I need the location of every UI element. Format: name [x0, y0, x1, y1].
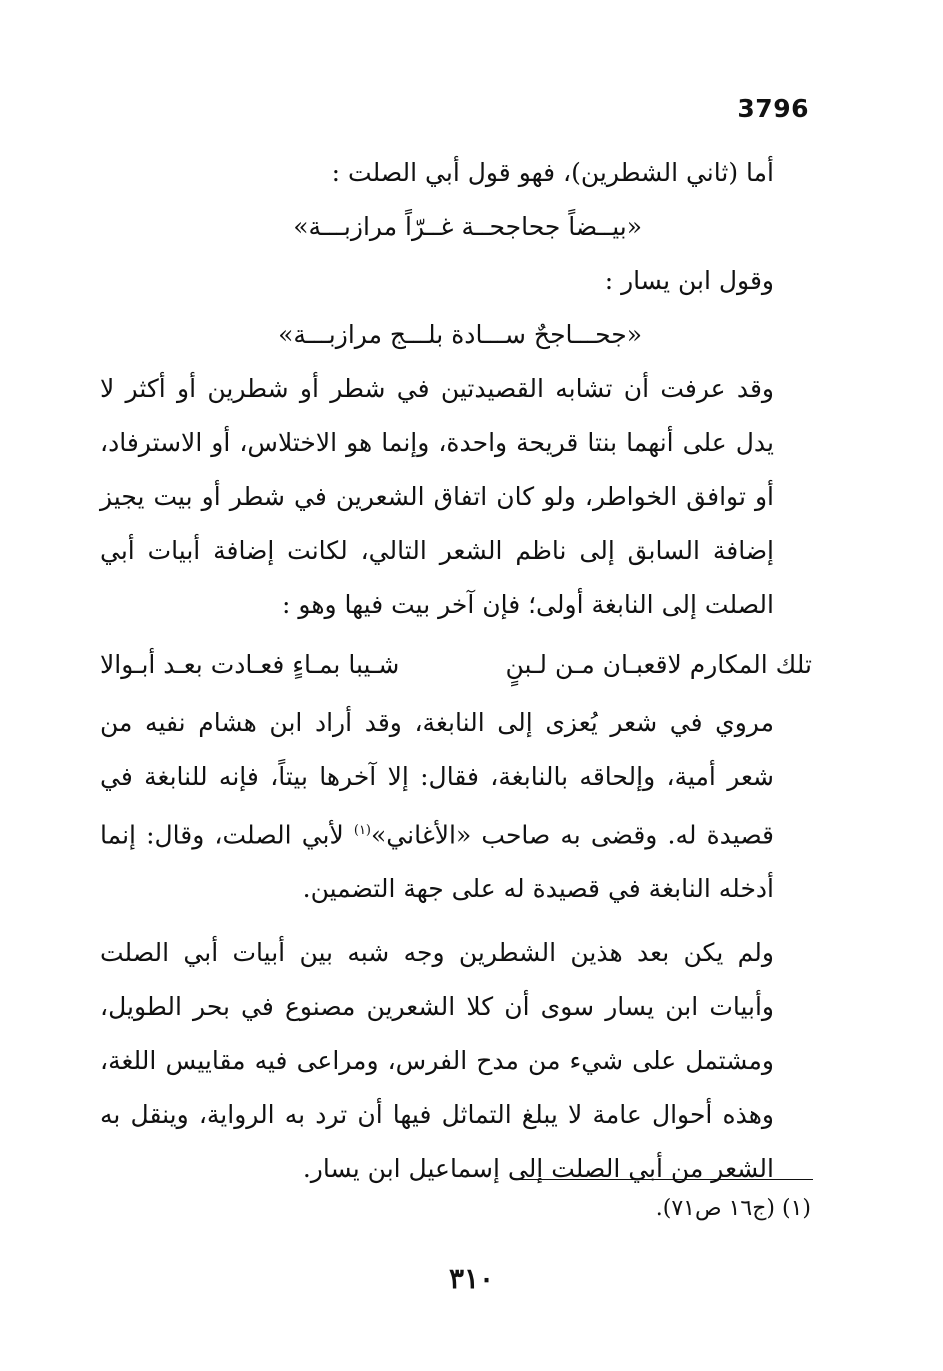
- paragraph-3: ولم يكن بعد هذين الشطرين وجه شبه بين أبيات أبي الصلت وأبيات ابن يسار سوى أن كلا الشعرين مصنوع في بحر الطويل، ومشتمل على شيء من مدح الفرس، ومراعى فيه مقاييس اللغة، وهذه أحوال عامة لا يبلغ التماثل فيها أن ترد به الرواية، وينقل به الشعر من أبي الصلت إلى إسماعيل ابن يسار.: [100, 938, 774, 1184]
- intro-line-2: وقول ابن يسار :: [604, 266, 774, 295]
- intro-line: أما (ثاني الشطرين)، فهو قول أبي الصلت :: [331, 158, 774, 187]
- verse-line: [100, 638, 812, 692]
- quoted-hemistich-1: «بيــضاً جحاجحــة غــرّاً مرازبـــة»: [293, 212, 642, 241]
- paragraph-2-part-2: لأبي الصلت، وقال: إنما أدخله النابغة في قصيدة له على جهة التضمين.: [100, 820, 774, 904]
- paragraph-1: وقد عرفت أن تشابه القصيدتين في شطر أو شطرين أو أكثر لا يدل على أنهما بنتا قريحة واحدة، وإنما هو الاختلاس، أو الاسترفاد، أو توافق الخواطر، ولو كان اتفاق الشعرين في شطر أو بيت يجيز إضافة السابق إلى ناظم الشعر التالي، لكانت إضافة أبيات أبي الصلت إلى النابغة أولى؛ فإن آخر بيت فيها وهو :: [100, 374, 774, 619]
- verse-second-hemistich: شـيبا بمـاءٍ فعـادت بعـد أبـوالا: [100, 650, 400, 679]
- main-text: [100, 146, 812, 1196]
- paragraph-2-part-1: مروي في شعر يُعزى إلى النابغة، وقد أراد ابن هشام نفيه من شعر أمية، وإلحاقه بالنابغة، فقال: إلا آخرها بيتاً، فإنه للنابغة في قصيدة له. وقضى به صاحب «الأغاني»: [100, 708, 774, 850]
- footnote-reference: (١): [353, 823, 371, 838]
- footnote: (١) (ج١٦ ص٧١).: [655, 1196, 811, 1221]
- footnote-divider: [513, 1179, 813, 1180]
- page-number: ٣١٠: [448, 1262, 495, 1295]
- paragraph-2: [100, 696, 812, 916]
- page-id: 3796: [737, 94, 809, 123]
- quoted-hemistich-2: «جحـــاجحٌ ســـادة بلـــج مرازبـــة»: [278, 320, 642, 349]
- verse-first-hemistich: تلك المكارم لاقعبـان مـن لـبنٍ: [505, 650, 812, 679]
